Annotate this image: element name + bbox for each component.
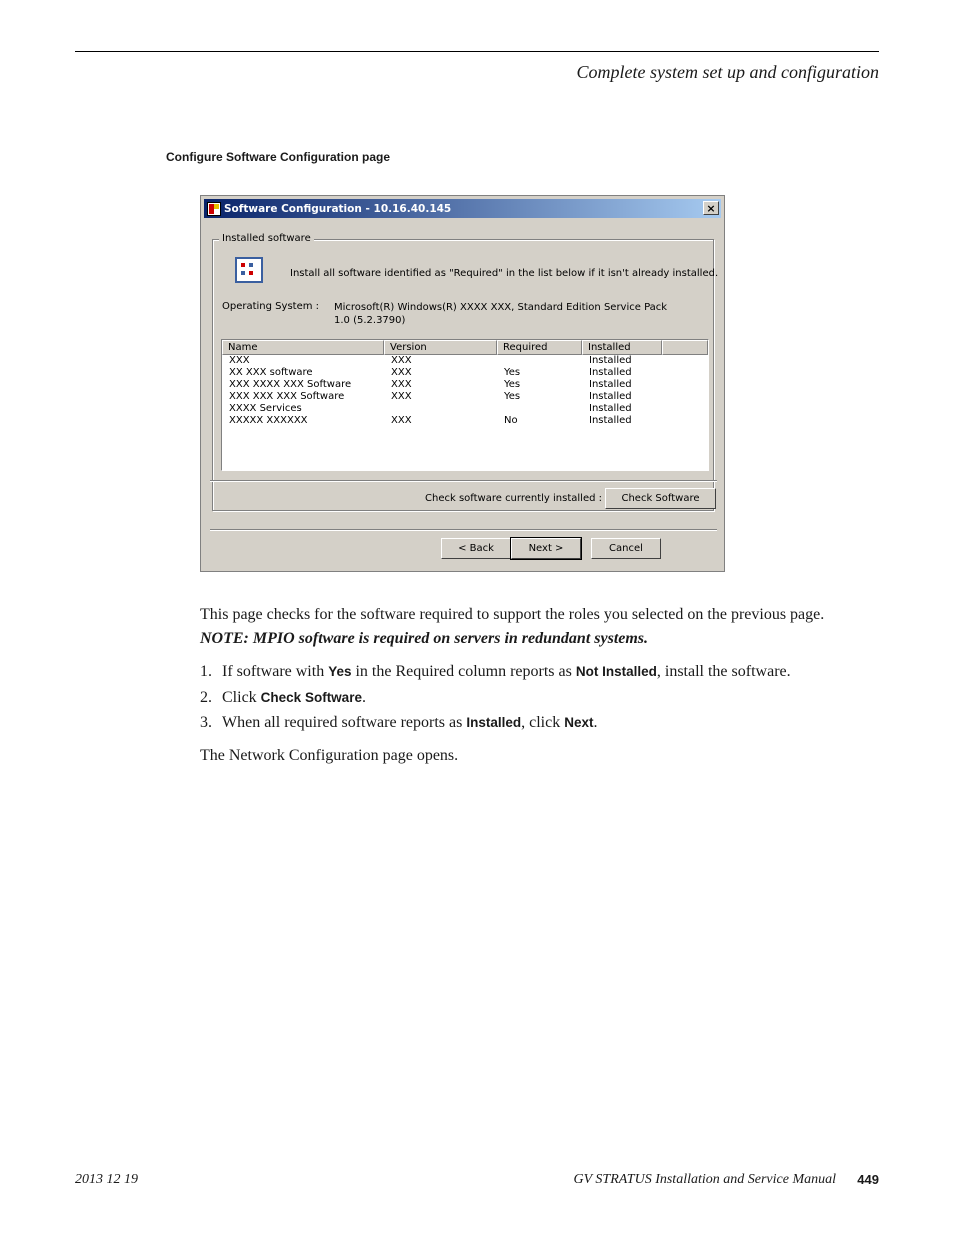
cell-required: No [504,415,518,426]
cell-version: XXX [391,355,412,366]
cell-name: XXXXX XXXXXX [229,415,308,426]
section-title: Complete system set up and configuration [576,62,879,82]
cell-required: Yes [504,367,521,378]
next-button[interactable]: Next > [511,538,581,559]
header-rule [75,51,879,52]
intro-paragraph: This page checks for the software required to support the roles you selected on the previous page. [200,606,825,623]
cell-installed: Installed [589,379,632,390]
list-row[interactable] [222,415,708,427]
column-header-name[interactable]: Name [222,340,384,355]
step-text: , click [521,714,565,731]
list-row[interactable] [222,355,708,367]
ui-term: Check Software [260,690,362,705]
check-software-button[interactable]: Check Software [605,488,716,509]
os-label: Operating System : [222,301,320,312]
cell-version: XXX [391,379,412,390]
app-icon [207,202,221,216]
step-3 [200,714,597,732]
check-software-label: Check software currently installed : [425,493,602,504]
software-checklist-icon [235,257,263,283]
step-text: in the Required column reports as [351,663,576,680]
outro-paragraph: The Network Configuration page opens. [200,747,459,764]
cell-required [497,403,582,415]
cell-installed: Installed [589,415,632,426]
column-header-version[interactable]: Version [384,340,497,355]
column-header-installed[interactable]: Installed [582,340,662,355]
list-row[interactable] [222,403,708,415]
cell-version: XXX [391,391,412,402]
step-text: . [593,714,598,731]
list-header [222,340,708,355]
ui-term: Yes [328,664,352,679]
footer-manual-title: GV STRATUS Installation and Service Manual [573,1172,836,1187]
cell-installed: Installed [589,367,632,378]
step-text: Click [222,689,261,706]
cell-required [497,355,582,367]
step-text: If software with [222,663,329,680]
divider [210,529,717,531]
step-2 [200,689,366,707]
divider [210,480,717,482]
step-number: 1. [200,663,212,680]
cell-name: XXX XXXX XXX Software [229,379,352,390]
cell-installed: Installed [589,355,632,366]
dialog-title: Software Configuration - 10.16.40.145 [224,202,452,215]
step-number: 3. [200,714,212,731]
step-text: , install the software. [656,663,791,680]
column-header-spacer [662,340,708,355]
dialog-titlebar[interactable] [204,199,721,218]
cell-name: XXX XXX XXX Software [229,391,345,402]
cell-required: Yes [504,379,521,390]
close-button[interactable]: × [703,201,719,215]
list-row[interactable] [222,367,708,379]
cell-name: XX XXX software [229,367,313,378]
install-instructions: Install all software identified as "Required" in the list below if it isn't already installed. [290,268,719,279]
group-label: Installed software [219,233,314,244]
list-row[interactable] [222,379,708,391]
figure-caption: Configure Software Configuration page [166,150,390,164]
cancel-button[interactable]: Cancel [591,538,661,559]
footer-date: 2013 12 19 [75,1172,138,1187]
cell-name: XXX [229,355,250,366]
cell-version [384,403,497,415]
step-1 [200,663,791,681]
column-header-required[interactable]: Required [497,340,582,355]
page-number: 449 [857,1172,879,1187]
list-row[interactable] [222,391,708,403]
cell-installed: Installed [589,391,632,402]
note-paragraph: NOTE: MPIO software is required on servers in redundant systems. [200,630,649,647]
cell-name: XXXX Services [229,403,302,414]
back-button[interactable]: < Back [441,538,511,559]
software-list[interactable] [221,339,709,471]
os-value: Microsoft(R) Windows(R) XXXX XXX, Standard Edition Service Pack 1.0 (5.2.3790) [334,302,668,326]
cell-version: XXX [391,415,412,426]
cell-installed: Installed [589,403,632,414]
ui-term: Installed [466,715,522,730]
step-number: 2. [200,689,212,706]
software-configuration-dialog [200,195,725,572]
cell-version: XXX [391,367,412,378]
step-text: When all required software reports as [222,714,467,731]
ui-term: Not Installed [575,664,657,679]
cell-required: Yes [504,391,521,402]
step-text: . [361,689,366,706]
ui-term: Next [564,715,594,730]
